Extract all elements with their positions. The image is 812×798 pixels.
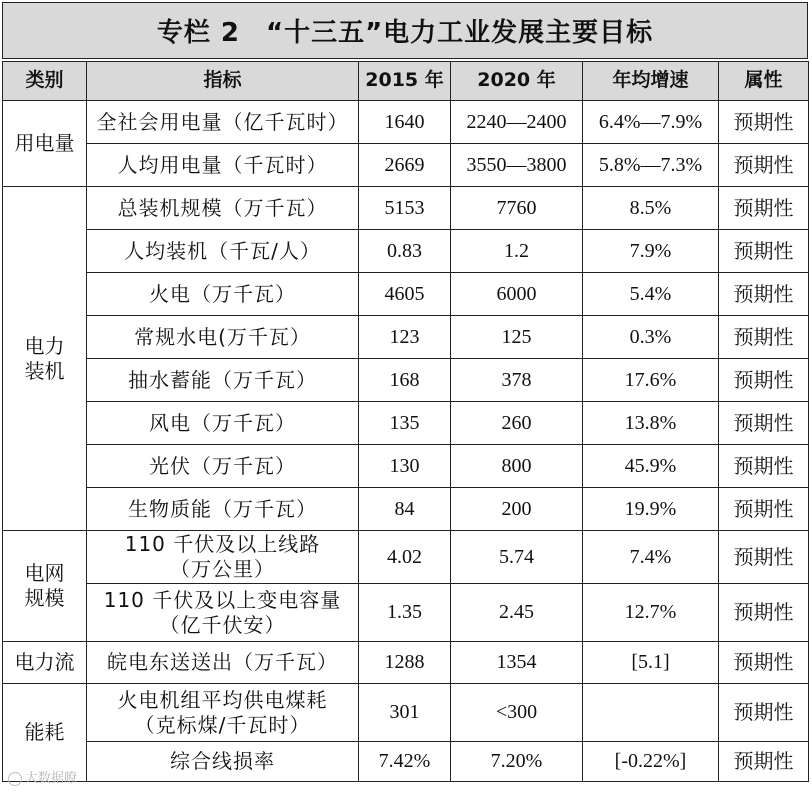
value-2015-cell: 0.83: [359, 230, 451, 273]
table-row: [3, 187, 809, 230]
value-2020-cell: <300: [451, 684, 583, 742]
table-row: [3, 402, 809, 445]
growth-cell: 6.4%—7.9%: [583, 101, 719, 144]
value-2020-cell: 378: [451, 359, 583, 402]
targets-table: [2, 61, 809, 782]
table-row: [3, 359, 809, 402]
attribute-cell: 预期性: [719, 642, 809, 684]
table-row: [3, 230, 809, 273]
value-2020-cell: 3550—3800: [451, 144, 583, 187]
category-cell: 能耗: [3, 684, 87, 782]
value-2015-cell: 1.35: [359, 584, 451, 642]
attribute-cell: 预期性: [719, 187, 809, 230]
growth-cell: 45.9%: [583, 445, 719, 488]
value-2015-cell: 168: [359, 359, 451, 402]
value-2020-cell: 6000: [451, 273, 583, 316]
attribute-cell: 预期性: [719, 445, 809, 488]
watermark-text: 大数据瞭: [25, 771, 78, 786]
indicator-cell: 常规水电(万千瓦）: [87, 316, 359, 359]
indicator-cell: 110 千伏及以上线路 （万公里）: [87, 531, 359, 584]
attribute-cell: 预期性: [719, 359, 809, 402]
indicator-cell: 火电（万千瓦）: [87, 273, 359, 316]
category-cell: 用电量: [3, 101, 87, 187]
indicator-cell: 生物质能（万千瓦）: [87, 488, 359, 531]
growth-cell: 12.7%: [583, 584, 719, 642]
value-2020-cell: 7.20%: [451, 742, 583, 782]
value-2015-cell: 4.02: [359, 531, 451, 584]
attribute-cell: 预期性: [719, 402, 809, 445]
indicator-cell: 人均装机（千瓦/人）: [87, 230, 359, 273]
indicator-cell: 皖电东送送出（万千瓦）: [87, 642, 359, 684]
attribute-cell: 预期性: [719, 488, 809, 531]
header-2020: 2020 年: [451, 62, 583, 101]
title-main: “十三五”电力工业发展主要目标: [265, 18, 654, 48]
header-category: 类别: [3, 62, 87, 101]
attribute-cell: 预期性: [719, 144, 809, 187]
value-2015-cell: 7.42%: [359, 742, 451, 782]
table-row: [3, 445, 809, 488]
table-title: [2, 2, 808, 59]
indicator-cell: 综合线损率: [87, 742, 359, 782]
value-2015-cell: 84: [359, 488, 451, 531]
value-2020-cell: 260: [451, 402, 583, 445]
attribute-cell: 预期性: [719, 584, 809, 642]
table-row: [3, 684, 809, 742]
growth-cell: 13.8%: [583, 402, 719, 445]
header-attribute: 属性: [719, 62, 809, 101]
table-row: [3, 144, 809, 187]
growth-cell: 7.9%: [583, 230, 719, 273]
growth-cell: [5.1]: [583, 642, 719, 684]
value-2015-cell: 1640: [359, 101, 451, 144]
value-2015-cell: 130: [359, 445, 451, 488]
attribute-cell: 预期性: [719, 684, 809, 742]
indicator-cell: 抽水蓄能（万千瓦）: [87, 359, 359, 402]
table-row: [3, 742, 809, 782]
title-prefix: 专栏 2: [156, 18, 240, 48]
value-2020-cell: 2240—2400: [451, 101, 583, 144]
category-cell: 电力 装机: [3, 187, 87, 531]
attribute-cell: 预期性: [719, 531, 809, 584]
category-cell: 电力流: [3, 642, 87, 684]
table-row: [3, 584, 809, 642]
value-2020-cell: 125: [451, 316, 583, 359]
table-row: [3, 101, 809, 144]
value-2015-cell: 2669: [359, 144, 451, 187]
value-2020-cell: 200: [451, 488, 583, 531]
value-2020-cell: 1.2: [451, 230, 583, 273]
value-2015-cell: 4605: [359, 273, 451, 316]
indicator-cell: 全社会用电量（亿千瓦时）: [87, 101, 359, 144]
attribute-cell: 预期性: [719, 273, 809, 316]
indicator-cell: 人均用电量（千瓦时）: [87, 144, 359, 187]
table-row: [3, 488, 809, 531]
attribute-cell: 预期性: [719, 230, 809, 273]
indicator-cell: 110 千伏及以上变电容量 （亿千伏安）: [87, 584, 359, 642]
table-row: [3, 531, 809, 584]
indicator-cell: 火电机组平均供电煤耗 （克标煤/千瓦时）: [87, 684, 359, 742]
indicator-cell: 风电（万千瓦）: [87, 402, 359, 445]
value-2020-cell: 2.45: [451, 584, 583, 642]
value-2020-cell: 7760: [451, 187, 583, 230]
header-2015: 2015 年: [359, 62, 451, 101]
value-2015-cell: 1288: [359, 642, 451, 684]
value-2020-cell: 1354: [451, 642, 583, 684]
table-row: [3, 273, 809, 316]
header-row: [3, 62, 809, 101]
value-2015-cell: 301: [359, 684, 451, 742]
indicator-cell: 总装机规模（万千瓦）: [87, 187, 359, 230]
attribute-cell: 预期性: [719, 742, 809, 782]
value-2020-cell: 5.74: [451, 531, 583, 584]
table-row: [3, 316, 809, 359]
indicator-cell: 光伏（万千瓦）: [87, 445, 359, 488]
attribute-cell: 预期性: [719, 316, 809, 359]
growth-cell: [-0.22%]: [583, 742, 719, 782]
category-cell: 电网 规模: [3, 531, 87, 642]
growth-cell: 0.3%: [583, 316, 719, 359]
growth-cell: 5.4%: [583, 273, 719, 316]
value-2015-cell: 5153: [359, 187, 451, 230]
attribute-cell: 预期性: [719, 101, 809, 144]
value-2020-cell: 800: [451, 445, 583, 488]
growth-cell: 17.6%: [583, 359, 719, 402]
value-2015-cell: 123: [359, 316, 451, 359]
growth-cell: 19.9%: [583, 488, 719, 531]
value-2015-cell: 135: [359, 402, 451, 445]
growth-cell: 7.4%: [583, 531, 719, 584]
table-row: [3, 642, 809, 684]
growth-cell: 5.8%—7.3%: [583, 144, 719, 187]
growth-cell: [583, 684, 719, 742]
header-indicator: 指标: [87, 62, 359, 101]
growth-cell: 8.5%: [583, 187, 719, 230]
header-growth: 年均增速: [583, 62, 719, 101]
